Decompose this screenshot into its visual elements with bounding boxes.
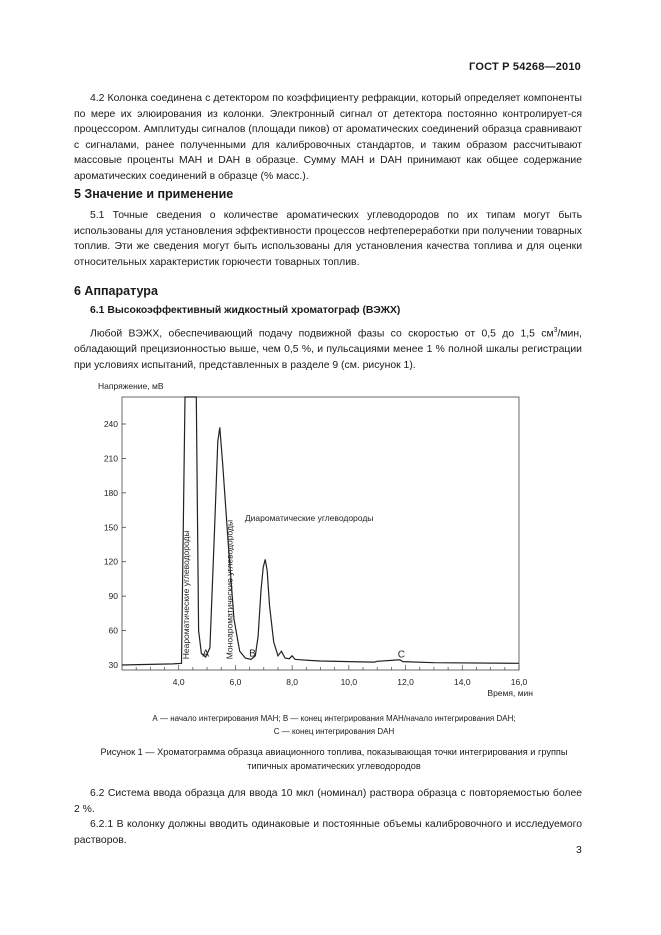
standard-header: ГОСТ Р 54268—2010	[469, 61, 581, 73]
paragraph-4-2-text: 4.2 Колонка соединена с детектором по коэффициенту рефракции, который определяет компоненты по мере их элюирования из колонки. Электронный сигнал от детектора постоянно контролирует-ся процессором. Амплитуды сигналов (площади пиков) от ароматических соединений образца сравнивают с сигналами, ранее полученными для калибровочных стандартов, и таким образом рассчитывают массовые проценты МАН и DAH в образце. Сумму МАН и DAH принимают как общее содержание ароматических соединений в образце (% масс.).	[74, 93, 582, 182]
page-number: 3	[576, 845, 582, 856]
monoaromatic-label: Моноароматические углеводороды	[224, 519, 235, 660]
x-tick-label: 14,0	[454, 677, 471, 687]
y-tick-label: 120	[103, 556, 118, 567]
x-tick-label: 16,0	[510, 677, 528, 687]
point-c-label: C	[397, 649, 405, 661]
superscript-3: 3	[553, 327, 558, 334]
section-6-title: 6 Аппаратура	[74, 284, 158, 298]
figure-legend	[80, 713, 588, 738]
point-b-label: B	[249, 648, 256, 660]
paragraph-6-2	[74, 786, 582, 817]
y-tick-label: 60	[108, 625, 118, 636]
paragraph-6-1-part-b: /мин, обладающий прецизионностью выше, чем 0,5 %, и пульсациями менее 1 % полной шкалы регистрации при условиях испытаний, представленных в разделе 9 (см. рисунок 1).	[74, 328, 582, 371]
y-tick-label: 210	[103, 453, 118, 464]
x-tick-label: 4,0	[172, 677, 185, 687]
y-tick-label: 180	[103, 487, 118, 498]
point-a-label: A	[202, 648, 209, 660]
x-tick-label: 10,0	[340, 677, 358, 687]
paragraph-6-2-1	[74, 817, 582, 848]
x-tick-label: 8,0	[286, 677, 299, 687]
y-tick-label: 90	[108, 591, 118, 602]
x-axis-ticks	[136, 665, 527, 687]
figure-legend-line-2: С — конец интегрирования DAH	[273, 726, 395, 736]
y-axis-ticks	[104, 419, 126, 670]
section-5-title: 5 Значение и применение	[74, 187, 234, 201]
x-axis-label: Время, мин	[487, 688, 533, 698]
y-tick-label: 150	[103, 522, 118, 533]
paragraph-5-1-text: 5.1 Точные сведения о количестве ароматических углеводородов по их типам могут быть использованы для установления эффективности процессов нефтепереработки при получении товарных топлив. Эти же сведения могут быть использованы для установления качества топлива и для оценки относительных характеристик горючести товарных топлив.	[74, 210, 582, 268]
paragraph-6-2-1-text: 6.2.1 В колонку должны вводить одинаковые и постоянные объемы калибровочного и исследуемого растворов.	[74, 819, 582, 846]
paragraph-6-1-part-a: Любой ВЭЖХ, обеспечивающий подачу подвижной фазы со скоростью от 0,5 до 1,5 см	[90, 328, 554, 340]
paragraph-6-2-text: 6.2 Система ввода образца для ввода 10 мкл (номинал) раствора образца с повторяемостью более 2 %.	[74, 788, 582, 815]
y-axis-label: Напряжение, мВ	[98, 381, 164, 391]
diaromatic-label: Диароматические углеводороды	[244, 513, 374, 524]
figure-legend-line-1: А — начало интегрирования МАН; В — конец интегрирования МАН/начало интегрирования DAH;	[152, 714, 516, 723]
subsection-6-1-title: 6.1 Высокоэффективный жидкостный хроматограф (ВЭЖХ)	[90, 305, 401, 316]
x-tick-label: 6,0	[229, 677, 242, 687]
y-tick-label: 30	[108, 660, 118, 670]
y-tick-label: 240	[103, 419, 118, 429]
x-tick-label: 12,0	[397, 677, 414, 687]
nonaromatic-label: Неароматические углеводороды	[181, 530, 192, 660]
figure-caption: Рисунок 1 — Хроматограмма образца авиационного топлива, показывающая точки интегрирования и группы типичных ароматических углеводородов	[100, 747, 568, 771]
